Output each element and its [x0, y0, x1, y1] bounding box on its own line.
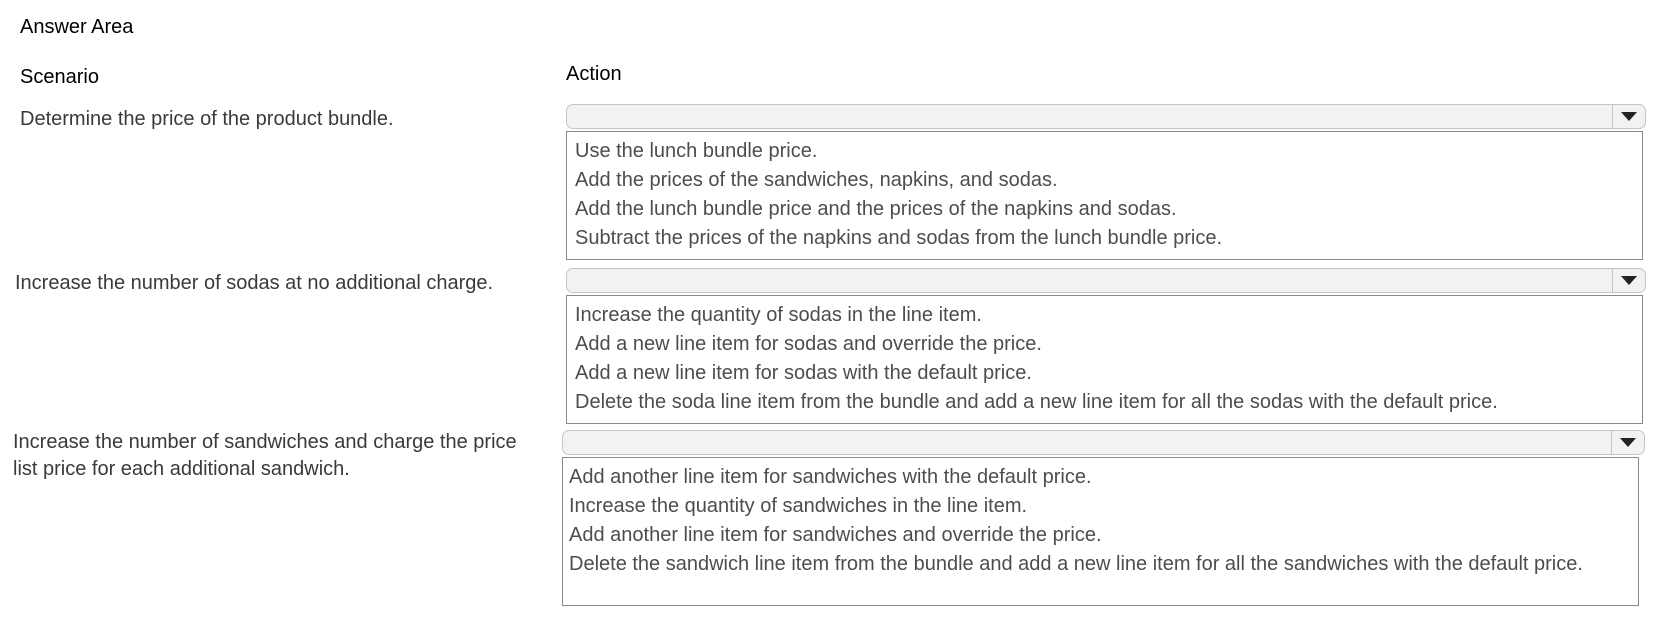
- action-3-options-list: [562, 457, 1639, 606]
- action-1-dropdown-toggle[interactable]: [1612, 105, 1645, 128]
- action-1-option-2[interactable]: Add the prices of the sandwiches, napkins, and sodas.: [575, 169, 1058, 191]
- action-3-option-4[interactable]: Delete the sandwich line item from the bundle and add a new line item for all the sandwiches with the default price.: [569, 553, 1583, 575]
- action-1-option-1[interactable]: Use the lunch bundle price.: [575, 140, 818, 162]
- chevron-down-icon: [1621, 276, 1637, 285]
- action-1-option-4[interactable]: Subtract the prices of the napkins and sodas from the lunch bundle price.: [575, 227, 1223, 249]
- answer-area-title: Answer Area: [20, 16, 134, 38]
- action-3-option-2[interactable]: Increase the quantity of sandwiches in the line item.: [569, 495, 1028, 517]
- action-3-option-3[interactable]: Add another line item for sandwiches and override the price.: [569, 524, 1102, 546]
- action-1-options-list: [566, 131, 1643, 260]
- action-3-dropdown-toggle[interactable]: [1611, 431, 1644, 454]
- action-2-option-3[interactable]: Add a new line item for sodas with the default price.: [575, 362, 1032, 384]
- action-2-options-list: [566, 295, 1643, 424]
- scenario-3-text: Increase the number of sandwiches and charge the price list price for each additional sandwich.: [13, 431, 517, 480]
- action-1-option-3[interactable]: Add the lunch bundle price and the prices of the napkins and sodas.: [575, 198, 1177, 220]
- action-2-dropdown[interactable]: [566, 268, 1646, 293]
- scenario-1-text: Determine the price of the product bundle.: [20, 108, 394, 130]
- scenario-2-text: Increase the number of sodas at no additional charge.: [15, 272, 494, 294]
- action-2-option-4[interactable]: Delete the soda line item from the bundle and add a new line item for all the sodas with the default price.: [575, 391, 1498, 413]
- action-2-option-2[interactable]: Add a new line item for sodas and override the price.: [575, 333, 1042, 355]
- scenario-column-header: Scenario: [20, 66, 99, 88]
- action-column-header: Action: [566, 63, 622, 85]
- action-2-option-1[interactable]: Increase the quantity of sodas in the line item.: [575, 304, 982, 326]
- action-2-dropdown-toggle[interactable]: [1612, 269, 1645, 292]
- action-3-dropdown[interactable]: [562, 430, 1645, 455]
- action-3-option-1[interactable]: Add another line item for sandwiches with the default price.: [569, 466, 1092, 488]
- chevron-down-icon: [1620, 438, 1636, 447]
- chevron-down-icon: [1621, 112, 1637, 121]
- action-1-dropdown[interactable]: [566, 104, 1646, 129]
